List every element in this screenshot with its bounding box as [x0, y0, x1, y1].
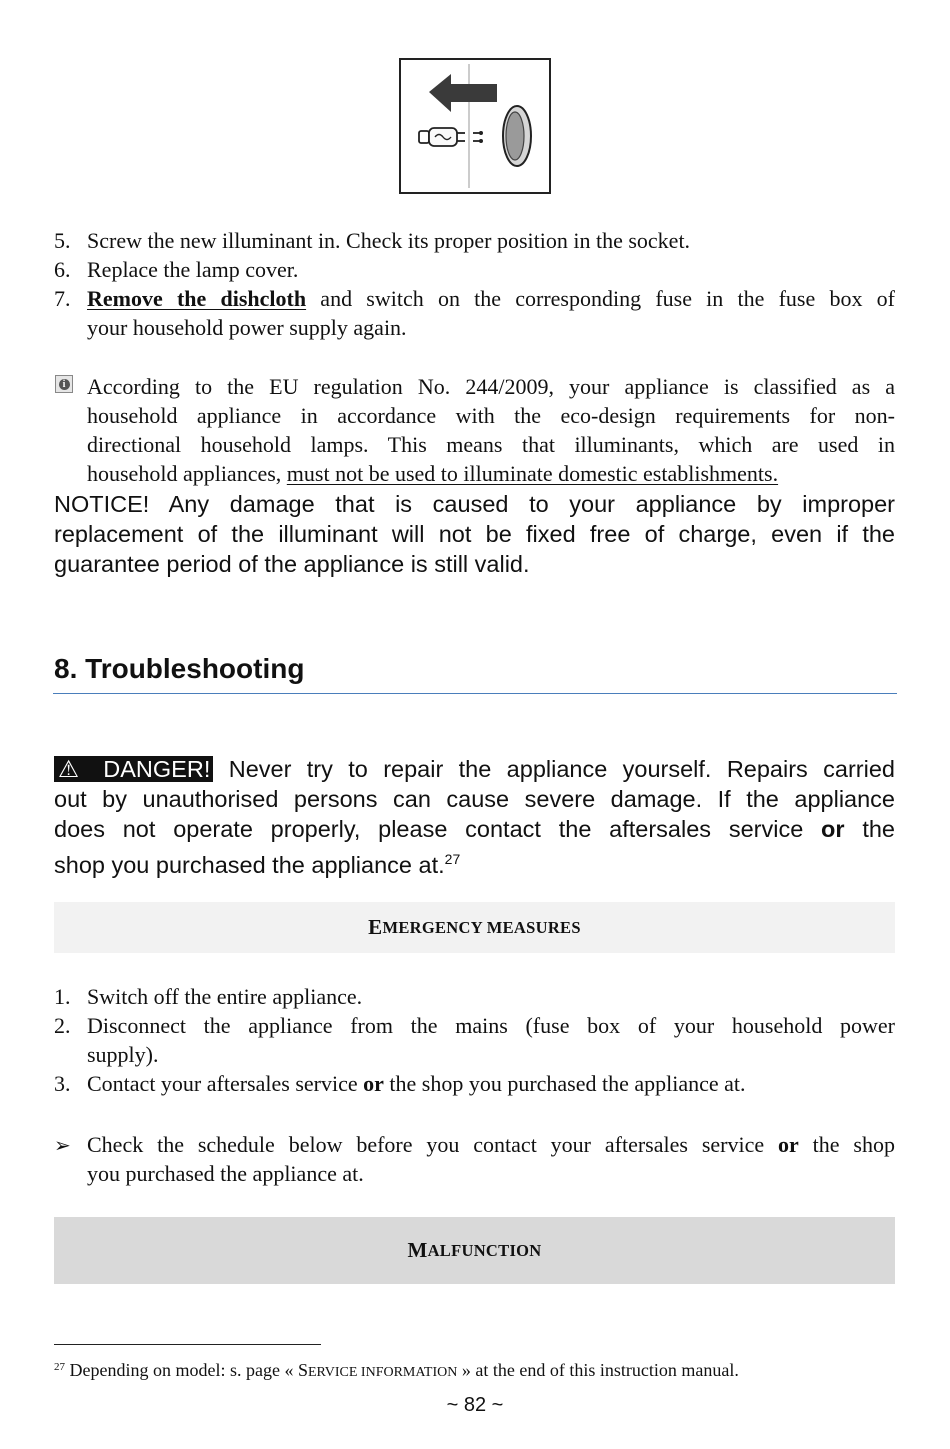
- step-6-text: Replace the lamp cover.: [87, 257, 299, 282]
- footnote-text-a: Depending on model: s. page «: [65, 1360, 298, 1380]
- emergency-heading-initial: E: [368, 915, 383, 939]
- notice-line-3: guarantee period of the appliance is still valid.: [54, 551, 530, 577]
- lamp-replacement-figure: [399, 58, 551, 194]
- lamp-cover-icon: [503, 106, 531, 166]
- info-line-1: According to the EU regulation No. 244/2009, your appliance is classified as a: [87, 374, 895, 399]
- section-divider: [53, 693, 897, 694]
- step-6-number: 6.: [54, 257, 71, 282]
- footnote-number: 27: [54, 1361, 65, 1373]
- footnote-sc-initial: S: [297, 1360, 308, 1380]
- page-number: ~ 82 ~: [446, 1394, 504, 1416]
- section-title: 8. Troubleshooting: [54, 653, 305, 684]
- info-line-3: directional household lamps. This means that illuminants, which are used in: [87, 432, 895, 457]
- emergency-3-number: 3.: [54, 1071, 71, 1096]
- warning-triangle-icon: ⚠: [58, 756, 88, 782]
- danger-line-2: out by unauthorised persons can cause severe damage. If the appliance: [54, 786, 895, 812]
- halogen-bulb-icon: [419, 128, 483, 146]
- malfunction-heading: [54, 1217, 895, 1284]
- step-7-bold: Remove the dishcloth: [87, 286, 307, 311]
- emergency-3-text-b: the shop you purchased the appliance at.: [383, 1071, 746, 1096]
- footnote-sc-rest: ERVICE INFORMATION: [307, 1365, 458, 1380]
- arrow-bullet-icon: ➢: [54, 1133, 71, 1157]
- emergency-2-line2: supply).: [87, 1042, 159, 1067]
- danger-or: or: [821, 816, 845, 842]
- danger-line-1: [54, 754, 895, 784]
- check-or: or: [778, 1132, 799, 1157]
- danger-text-4: shop you purchased the appliance at.: [54, 851, 445, 878]
- info-underlined: must not be used to illuminate domestic establishments.: [286, 461, 779, 486]
- notice-label: NOTICE!: [54, 491, 150, 517]
- malfunction-heading-rest: ALFUNCTION: [427, 1240, 542, 1260]
- notice-line-1: [54, 489, 895, 519]
- emergency-1-number: 1.: [54, 984, 71, 1009]
- notice-line-2: replacement of the illuminant will not be fixed free of charge, even if the: [54, 521, 895, 547]
- danger-line-3: [54, 814, 895, 844]
- malfunction-heading-initial: M: [407, 1238, 428, 1262]
- check-line-2: you purchased the appliance at.: [87, 1161, 364, 1186]
- emergency-1-text: Switch off the entire appliance.: [87, 984, 363, 1009]
- emergency-2-number: 2.: [54, 1013, 71, 1038]
- info-icon: i: [55, 375, 73, 393]
- check-line-1: [87, 1130, 895, 1159]
- step-5-text: Screw the new illuminant in. Check its proper position in the socket.: [87, 228, 691, 253]
- step-7-text-line1: and switch on the corresponding fuse in the fuse box of: [306, 286, 896, 311]
- danger-text-3b: the: [844, 816, 895, 842]
- check-text-a: Check the schedule below before you contact your aftersales service: [87, 1132, 779, 1157]
- footnote-divider: [54, 1344, 321, 1345]
- danger-text-3a: does not operate properly, please contact the aftersales service: [54, 816, 822, 842]
- step-5-number: 5.: [54, 228, 71, 253]
- footnote-ref: 27: [444, 851, 461, 867]
- footnote: [54, 1355, 739, 1385]
- danger-label: DANGER!: [103, 756, 211, 782]
- danger-line-4: [54, 844, 460, 880]
- info-line-2: household appliance in accordance with the eco-design requirements for non-: [87, 403, 895, 428]
- step-7-line2: your household power supply again.: [87, 315, 407, 340]
- step-7-line1: [87, 284, 895, 313]
- danger-badge: [54, 756, 213, 782]
- emergency-2-line1: Disconnect the appliance from the mains (fuse box of your household power: [87, 1013, 895, 1038]
- footnote-text-b: » at the end of this instruction manual.: [457, 1360, 739, 1380]
- step-7-number: 7.: [54, 286, 71, 311]
- figure-drawing: [401, 60, 549, 192]
- emergency-3-text: [87, 1069, 746, 1098]
- notice-text-1: Any damage that is caused to your appliance by improper: [149, 491, 895, 517]
- emergency-3-text-a: Contact your aftersales service: [87, 1071, 364, 1096]
- info-last-prefix: household appliances,: [87, 461, 287, 486]
- check-text-b: the shop: [798, 1132, 895, 1157]
- danger-text-1: Never try to repair the appliance yourself. Repairs carried: [213, 756, 895, 782]
- info-line-4: [87, 459, 778, 488]
- emergency-heading-rest: MERGENCY MEASURES: [382, 917, 581, 937]
- emergency-3-or: or: [363, 1071, 384, 1096]
- emergency-measures-heading: [54, 902, 895, 953]
- left-arrow-icon: [429, 74, 497, 112]
